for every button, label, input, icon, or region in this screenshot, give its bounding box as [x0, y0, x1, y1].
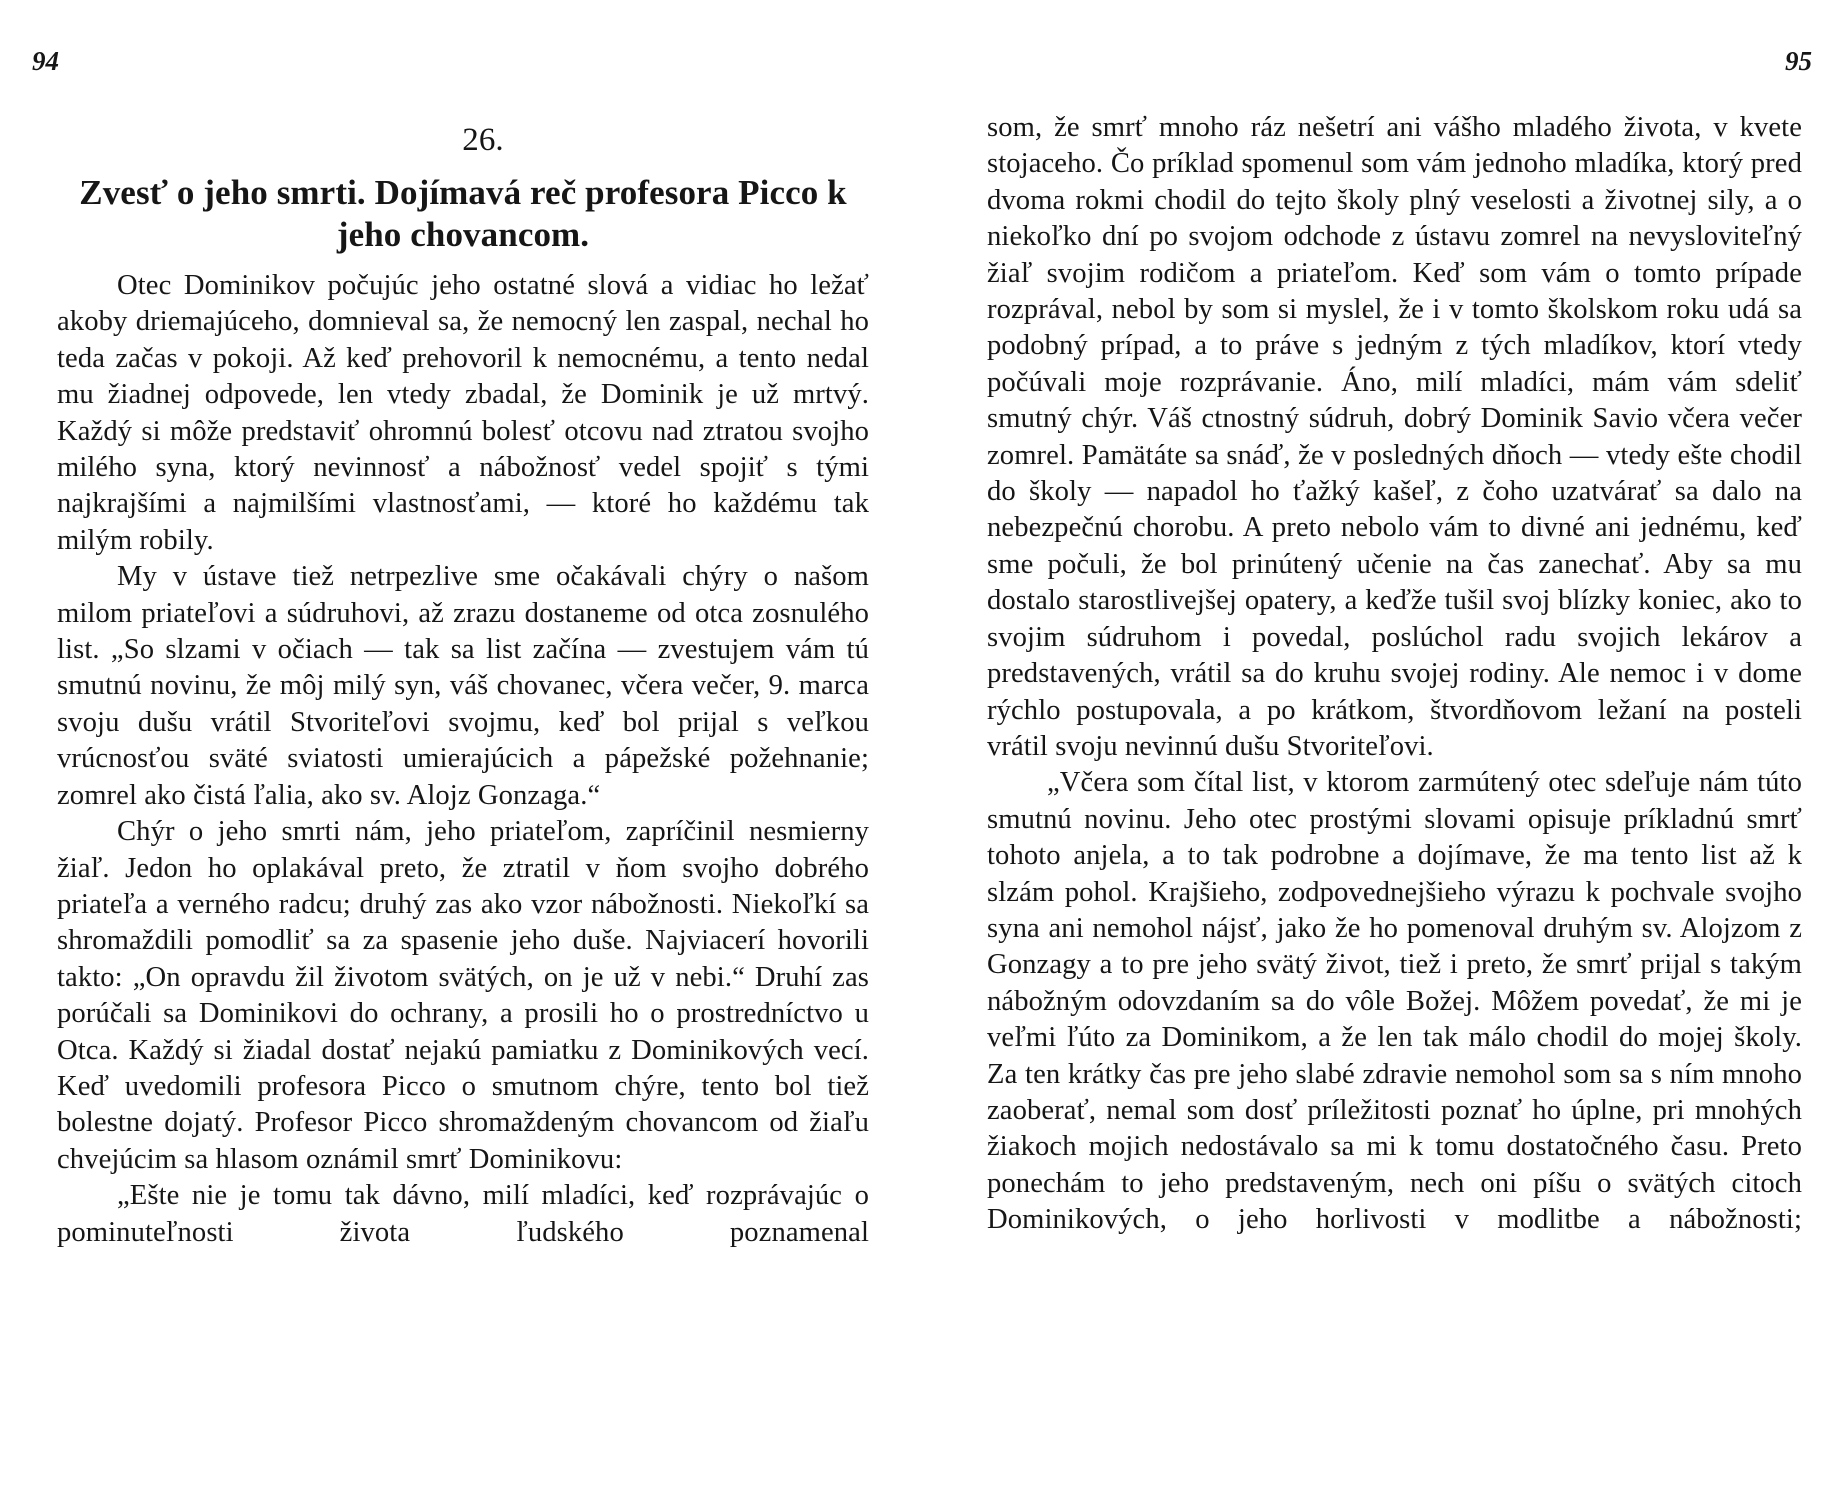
chapter-title: Zvesť o jeho smrti. Dojímavá reč profesora Picco k jeho chovancom.: [79, 173, 847, 254]
right-page: [923, 0, 1846, 1500]
paragraph: My v ústave tiež netrpezlive sme očakávali chýry o našom milom priateľovi a súdruhovi, až zrazu dostaneme od otca zosnulého list. „So slzami v očiach — tak sa list začína — zvestujem vám tú smutnú novinu, že môj milý syn, váš chovanec, včera večer, 9. marca svoju dušu vrátil Stvoriteľovi svojmu, keď bol prijal s veľkou vrúcnosťou sväté sviatosti umierajúcich a pápežské požehnanie; zomrel ako čistá ľalia, ako sv. Alojz Gonzaga.“: [57, 561, 869, 811]
text-column: [987, 110, 1802, 1239]
text-column: [57, 118, 869, 1251]
chapter-number: 26.: [462, 122, 504, 158]
paragraph: Chýr o jeho smrti nám, jeho priateľom, zapríčinil nesmierny žiaľ. Jedon ho oplakával preto, že ztratil v ňom svojho dobrého priateľa a verného radcu; druhý zas ako vzor nábožnosti. Niekoľkí sa shromaždili pomodliť sa za spasenie jeho duše. Najviacerí hovorili takto: „On opravdu žil životom svätých, on je už v nebi.“ Druhí zas porúčali sa Dominikovi do ochrany, a prosili ho o prostredníctvo u Otca. Každý si žiadal dostať nejakú pamiatku z Dominikových vecí. Keď uvedomili profesora Picco o smutnom chýre, tento bol tiež bolestne dojatý. Profesor Picco shromaždeným chovancom od žiaľu chvejúcim sa hlasom oznámil smrť Dominikovu:: [57, 816, 869, 1175]
page-number: 95: [1785, 46, 1812, 76]
paragraph: „Včera som čítal list, v ktorom zarmútený otec sdeľuje nám túto smutnú novinu. Jeho otec prostými slovami opisuje príkladnú smrť tohoto anjela, a to tak podrobne a dojímave, že ma tento list až k slzám pohol. Krajšieho, zodpovednejšieho výrazu k pochvale svojho syna ani nemohol nájsť, jako že ho pomenoval druhým sv. Alojzom z Gonzagy a to pre jeho svätý život, tiež i preto, že smrť prijal s takým nábožným odovzdaním sa do vôle Božej. Môžem povedať, že mi je veľmi ľúto za Dominikom, a že len tak málo chodil do mojej školy. Za ten krátky čas pre jeho slabé zdravie nemohol som sa s ním mnoho zaoberať, nemal som dosť príležitosti poznať ho úplne, pri mnohých žiakoch mojich nedostávalo sa mi k tomu dostatočného času. Preto ponechám to jeho predstaveným, nech oni píšu o svätých citoch Dominikových, o jeho horlivosti v modlitbe a nábožnosti;: [987, 767, 1802, 1236]
page-number: 94: [32, 46, 59, 76]
paragraph: „Ešte nie je tomu tak dávno, milí mladíci, keď rozprávajúc o pominuteľnosti života ľudského poznamenal: [57, 1180, 869, 1248]
paragraph: som, že smrť mnoho ráz nešetrí ani vášho mladého života, v kvete stojaceho. Čo príklad spomenul som vám jednoho mladíka, ktorý pred dvoma rokmi chodil do tejto školy plný veselosti a životnej sily, a o niekoľko dní po svojom odchode z ústavu zomrel na nevysloviteľný žiaľ svojim rodičom a priateľom. Keď som vám o tomto prípade rozprával, nebol by som si myslel, že i v tomto školskom roku udá sa podobný prípad, a to práve s jedným z tých mladíkov, ktorí vtedy počúvali moje rozprávanie. Áno, milí mladíci, mám vám sdeliť smutný chýr. Váš ctnostný súdruh, dobrý Dominik Savio včera večer zomrel. Pamätáte sa snáď, že v posledných dňoch — vtedy ešte chodil do školy — napadol ho ťažký kašeľ, z čoho uzatvárať sa dalo na nebezpečnú chorobu. A preto nebolo vám to divné ani jednému, keď sme počuli, že bol prinútený učenie na čas zanechať. Aby sa mu dostalo starostlivejšej opatery, a keďže tušil svoj blízky koniec, ako to svojim súdruhom i povedal, poslúchol radu svojich lekárov a predstavených, vrátil sa do kruhu svojej rodiny. Ale nemoc i v dome rýchlo postupovala, a po krátkom, štvordňovom ležaní na posteli vrátil svoju nevinnú dušu Stvoriteľovi.: [987, 112, 1802, 762]
paragraph: Otec Dominikov počujúc jeho ostatné slová a vidiac ho ležať akoby driemajúceho, domnieval sa, že nemocný len zaspal, nechal ho teda začas v pokoji. Až keď prehovoril k nemocnému, a tento nedal mu žiadnej odpovede, len vtedy zbadal, že Dominik je už mrtvý. Každý si môže predstaviť ohromnú bolesť otcovu nad ztratou svojho milého syna, ktorý nevinnosť a nábožnosť vedel spojiť s tými najkrajšími a najmilšími vlastnosťami, — ktoré ho každému tak milým robily.: [57, 270, 869, 556]
